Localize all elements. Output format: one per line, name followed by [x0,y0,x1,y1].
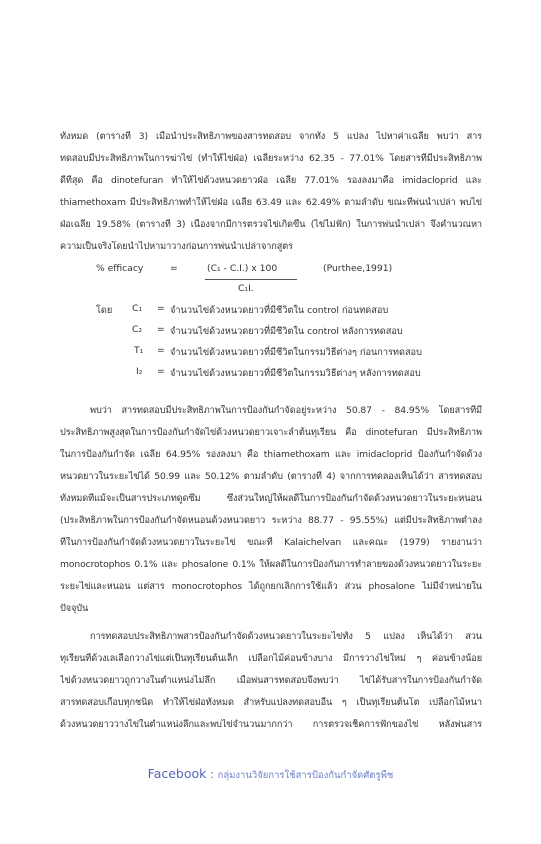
formula-citation: (Purthee,1991) [323,263,393,274]
fraction-bar [205,279,297,280]
paragraph-line: ทดสอบมีประสิทธิภาพในการฆ่าไข่ (ทำให้ไข่ฝ่อ) เฉลี่ยระหว่าง 62.35 - 77.01% โดยสารที่มีประสิทธิภาพ [60,153,482,164]
formula-numerator: (C₁ - C.I.) x 100 [207,263,278,274]
paragraph-line: สารทดสอบเกือบทุกชนิด ทำให้ไข่ฝ่อทั้งหมด สำหรับแปลงทดสอบอื่น ๆ เป็นทุเรียนต้นโต เปลือกไม้หนา [60,697,482,708]
paragraph-line: ระยะไข่และหนอน แต่สาร monocrotophos ได้ถูกยกเลิกการใช้แล้ว ส่วน phosalone ไม่มีจำหน่ายใน [60,581,482,592]
paragraph-line: ความเป็นจริงโดยนำไปหามาวางก่อนการพ่นน้ำเปล่าจากสูตร [60,241,293,252]
paragraph-line: monocrotophos 0.1% และ phosalone 0.1% ให้ผลดีในการป้องกันการทำลายของด้วงหนวดยาวในระยะ [60,559,482,570]
variable-description: จำนวนไข่ด้วงหนวดยาวที่มีชีวิตในกรรมวิธีต่างๆ หลังการทดสอบ [170,368,421,379]
variable-symbol: I₂ [136,366,143,377]
variable-equals: = [157,366,165,377]
paragraph-line: ทุเรียนที่ด้วงเลเลือกวางไข่แต่เป็นทุเรียนต้นเล็ก เปลือกไม้ค่อนข้างบาง มีการวางไข่ใหม่ ๆ ค่อนข้างน้อย [60,653,482,664]
paragraph-line: (ประสิทธิภาพในการป้องกันกำจัดหนอนด้วงหนวดยาว ระหว่าง 88.77 - 95.55%) แต่มีประสิทธิภาพต่ำลง [60,515,482,526]
facebook-label[interactable]: Facebook [147,766,207,781]
variable-symbol: C₁ [132,303,143,314]
formula-lhs: % efficacy [96,263,144,274]
paragraph-line: ที่ในการป้องกันกำจัดด้วงหนวดยาวในระยะไข่ ขณะที่ Kalaichelvan และคณะ (1979) รายงานว่า [60,537,482,548]
paragraph-line: ฝ่อเฉลี่ย 19.58% (ตารางที่ 3) เนื่องจากมีการตรวจไข่เกิดขึ้น (ไข่ไม่ฟัก) ในการพ่นน้ำเปล่า จึงคำนวณหา [60,219,482,230]
paragraph-line: ปัจจุบัน [60,603,89,614]
where-label: โดย [96,305,113,316]
page-footer [0,766,541,783]
variable-symbol: C₂ [132,324,143,335]
paragraph-line: ประสิทธิภาพสูงสุดในการป้องกันกำจัดไข่ด้วงหนวดยาวเจาะลำต้นทุเรียน คือ dinotefuran มีประสิทธิภาพ [60,427,482,438]
formula-denominator: C₁I. [238,283,254,294]
paragraph-line: ด้วงหนวดยาววางไข่ในตำแหน่งลึกและพบไข่จำนวนมากกว่า การตรวจเช็คการฟักของไข่ หลังพ่นสาร [60,719,482,730]
paragraph-line: การทดสอบประสิทธิภาพสารป้องกันกำจัดด้วงหนวดยาวในระยะไข่ทั้ง 5 แปลง เห็นได้ว่า สวน [90,631,482,642]
variable-equals: = [157,303,165,314]
variable-symbol: T₁ [134,345,144,356]
paragraph-line: พบว่า สารทดสอบมีประสิทธิภาพในการป้องกันกำจัดอยู่ระหว่าง 50.87 - 84.95% โดยสารที่มี [90,405,482,416]
paragraph-line: ในการป้องกันกำจัด เฉลี่ย 64.95% รองลงมา คือ thiamethoxam และ imidacloprid ป้องกันกำจัดด้วง [60,449,482,460]
paragraph-line: ไข่ด้วงหนวดยาวถูกวางในตำแหน่งไม่ลึก เมื่อพ่นสารทดสอบจึงพบว่า ไข่ได้รับสารในการป้องกันกำจัด [60,675,482,686]
formula-equals: = [170,263,178,274]
footer-separator: : [206,767,218,781]
variable-description: จำนวนไข่ด้วงหนวดยาวที่มีชีวิตใน control ก่อนทดสอบ [170,305,389,316]
footer-group-name: กลุ่มงานวิจัยการใช้สารป้องกันกำจัดศัตรูพืช [217,770,394,781]
variable-equals: = [157,324,165,335]
paragraph-line: thiamethoxam มีประสิทธิภาพทำให้ไข่ฝ่อ เฉลี่ย 63.49 และ 62.49% ตามลำดับ ขณะที่พ่นน้ำเปล่า พบไข่ [60,197,482,208]
paragraph-line: หนวดยาวในระยะไข่ได้ 50.99 และ 50.12% ตามลำดับ (ตารางที่ 4) จากการทดลองเห็นได้ว่า สารทดสอบ [60,471,482,482]
variable-description: จำนวนไข่ด้วงหนวดยาวที่มีชีวิตในกรรมวิธีต่างๆ ก่อนการทดสอบ [170,347,422,358]
variable-equals: = [157,345,165,356]
paragraph-line: ทั้งหมด (ตารางที่ 3) เมื่อนำประสิทธิภาพของสารทดสอบ จากทั้ง 5 แปลง ไปหาค่าเฉลี่ย พบว่า สาร [60,131,482,142]
paragraph-line: ทั้งหมดที่แม้จะเป็นสารประเภทดูดซึม ซึ่งส่วนใหญ่ให้ผลดีในการป้องกันกำจัดด้วงหนวดยาวในระยะหนอน [60,493,482,504]
variable-description: จำนวนไข่ด้วงหนวดยาวที่มีชีวิตใน control หลังการทดสอบ [170,326,403,337]
paragraph-line: ดีที่สุด คือ dinotefuran ทำให้ไข่ด้วงหนวดยาวฝ่อ เฉลี่ย 77.01% รองลงมาคือ imidacloprid และ [60,175,482,186]
